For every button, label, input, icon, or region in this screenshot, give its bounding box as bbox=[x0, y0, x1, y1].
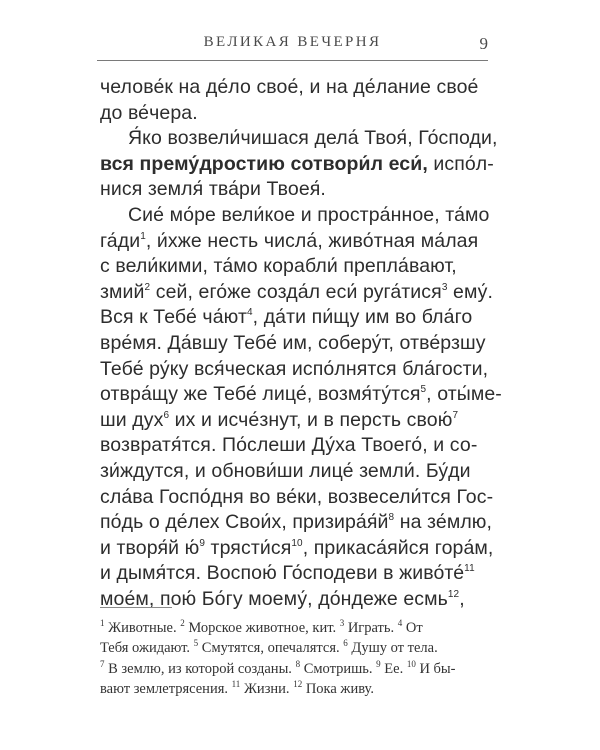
footnote-marker: 3 bbox=[441, 281, 448, 293]
text-run: мое́м, пою́ Бо́гу моему́, до́ндеже есмь bbox=[100, 587, 448, 610]
text-line bbox=[100, 229, 490, 255]
text-run: Играть. bbox=[344, 620, 398, 636]
text-run: их и исче́знут, и в персть свою́ bbox=[169, 408, 453, 431]
text-run: по́дь о де́лех Свои́х, призира́я́й bbox=[100, 511, 389, 534]
footnote-marker: 9 bbox=[376, 658, 381, 669]
footnote-marker: 11 bbox=[231, 679, 241, 690]
footnote-line bbox=[100, 618, 495, 638]
text-run: и дымя́тся. Воспою́ Го́сподеви в живо́те́ bbox=[100, 562, 465, 585]
text-run: Животные. bbox=[104, 620, 181, 636]
footnote-marker: 5 bbox=[193, 638, 199, 649]
main-text bbox=[100, 75, 502, 612]
text-run: Жизни. bbox=[240, 681, 294, 698]
text-run: Душу от тела. bbox=[347, 640, 438, 657]
text-run: га́ди bbox=[100, 229, 141, 252]
text-line bbox=[100, 561, 490, 587]
text-line bbox=[100, 126, 498, 152]
text-run: От bbox=[402, 620, 423, 636]
text-run: Ее. bbox=[380, 660, 407, 677]
footnotes bbox=[100, 618, 495, 700]
text-run: Смутятся, опечалятся. bbox=[198, 640, 344, 657]
text-run: , оты́ме- bbox=[426, 383, 502, 406]
footnote-marker: 10 bbox=[406, 658, 416, 669]
text-line bbox=[100, 433, 490, 459]
text-run: челове́к на де́ло свое́, и на де́лание свое́ bbox=[100, 76, 479, 98]
footnote-line bbox=[100, 659, 495, 679]
running-header-title: ВЕЛИКАЯ ВЕЧЕРНЯ bbox=[203, 34, 382, 50]
text-run: Сие́ мо́ре вели́кое и простра́нное, та́мо bbox=[128, 203, 490, 226]
text-run: , да́ти пи́щу им во бла́го bbox=[252, 306, 473, 329]
text-run: возвратя́тся. По́слеши Ду́ха Твоего́, и со- bbox=[100, 434, 478, 457]
text-run: вре́мя. Да́вшу Тебе́ им, соберу́т, отве́рзшу bbox=[100, 331, 486, 354]
footnote-marker: 12 bbox=[447, 588, 460, 600]
text-run: Пока живу. bbox=[302, 681, 374, 698]
text-run: ему́. bbox=[447, 280, 494, 303]
footnote-marker: 6 bbox=[343, 638, 348, 649]
text-run: на зе́млю, bbox=[394, 511, 493, 534]
text-run: ши дух bbox=[100, 408, 164, 431]
text-run: Тебя ожидают. bbox=[100, 640, 194, 657]
text-run: Я́ко возвели́чишася дела́ Твоя́, Го́споди, bbox=[128, 127, 498, 150]
text-run: сей, его́же созда́л еси́ руга́тися bbox=[150, 280, 442, 303]
footnote-marker: 8 bbox=[388, 512, 395, 524]
text-run: трясти́ся bbox=[205, 536, 292, 559]
text-run: Вся к Тебе́ ча́ют bbox=[100, 306, 247, 329]
footnote-marker: 4 bbox=[397, 618, 403, 628]
text-run: до ве́чера. bbox=[100, 101, 198, 124]
text-run: Смотришь. bbox=[300, 660, 377, 677]
text-line bbox=[100, 203, 490, 229]
text-run: , bbox=[459, 587, 465, 610]
footnote-marker: 12 bbox=[293, 679, 303, 690]
text-line bbox=[100, 382, 502, 408]
text-line bbox=[100, 408, 490, 434]
text-run: И бы- bbox=[415, 660, 456, 677]
footnote-line bbox=[100, 679, 495, 699]
text-run: Тебе́ ру́ку вся́ческая испо́лнятся бла́гости, bbox=[100, 357, 489, 380]
text-line bbox=[100, 536, 494, 562]
footnote-marker: 2 bbox=[144, 281, 151, 293]
text-line bbox=[100, 152, 494, 178]
text-line bbox=[100, 254, 490, 280]
running-header bbox=[97, 34, 488, 64]
footnote-marker: 8 bbox=[295, 658, 301, 669]
text-run: с вели́кими, та́мо корабли́ препла́вают, bbox=[100, 255, 457, 278]
footnote-line bbox=[100, 638, 495, 658]
text-line bbox=[100, 280, 494, 306]
footnote-marker: 7 bbox=[100, 658, 105, 669]
text-run: испо́л- bbox=[427, 152, 494, 175]
text-line bbox=[100, 75, 490, 101]
text-line bbox=[100, 587, 490, 613]
footnote-marker: 10 bbox=[291, 537, 303, 549]
footnote-marker: 9 bbox=[199, 537, 206, 549]
text-line bbox=[100, 305, 490, 331]
text-run: Морское животное, кит. bbox=[184, 620, 340, 636]
text-run: змий bbox=[100, 280, 145, 303]
footnote-marker: 5 bbox=[420, 384, 427, 396]
footnote-marker: 3 bbox=[339, 618, 345, 628]
header-rule bbox=[97, 60, 488, 61]
text-run: отвра́щу же Тебе́ лице́, возмя́ту́тся bbox=[100, 383, 421, 406]
page-number: 9 bbox=[479, 34, 488, 53]
footnote-marker: 4 bbox=[246, 307, 253, 319]
text-run: и творя́й ю́ bbox=[100, 536, 200, 559]
text-line bbox=[100, 485, 494, 511]
text-line bbox=[100, 459, 490, 485]
footnote-marker: 11 bbox=[464, 563, 475, 575]
footnote-rule bbox=[100, 607, 172, 608]
footnote-marker: 6 bbox=[163, 409, 170, 421]
text-run: , прикаса́яйся гора́м, bbox=[302, 536, 494, 559]
text-line bbox=[100, 510, 493, 536]
text-run: нися земля́ тва́ри Твоея́. bbox=[100, 178, 326, 201]
footnote-marker: 1 bbox=[100, 618, 105, 628]
footnote-marker: 7 bbox=[452, 409, 459, 421]
text-line bbox=[100, 177, 490, 203]
text-run: В землю, из которой созданы. bbox=[104, 660, 296, 677]
text-run: зи́ждутся, и обнови́ши лице́ земли́. Бу́ди bbox=[100, 459, 471, 482]
footnote-marker: 2 bbox=[180, 618, 185, 628]
footnote-marker: 1 bbox=[140, 230, 146, 242]
bold-text: вся прему́дростию сотвори́л еси́, bbox=[100, 152, 428, 175]
text-run: вают землетрясения. bbox=[100, 681, 232, 698]
text-line bbox=[100, 101, 490, 127]
text-run: сла́ва Госпо́дня во ве́ки, возвесели́тся Гос- bbox=[100, 485, 494, 508]
text-line bbox=[100, 331, 490, 357]
text-run: , и́хже несть числа́, живо́тная ма́лая bbox=[145, 229, 479, 252]
text-line bbox=[100, 357, 490, 383]
